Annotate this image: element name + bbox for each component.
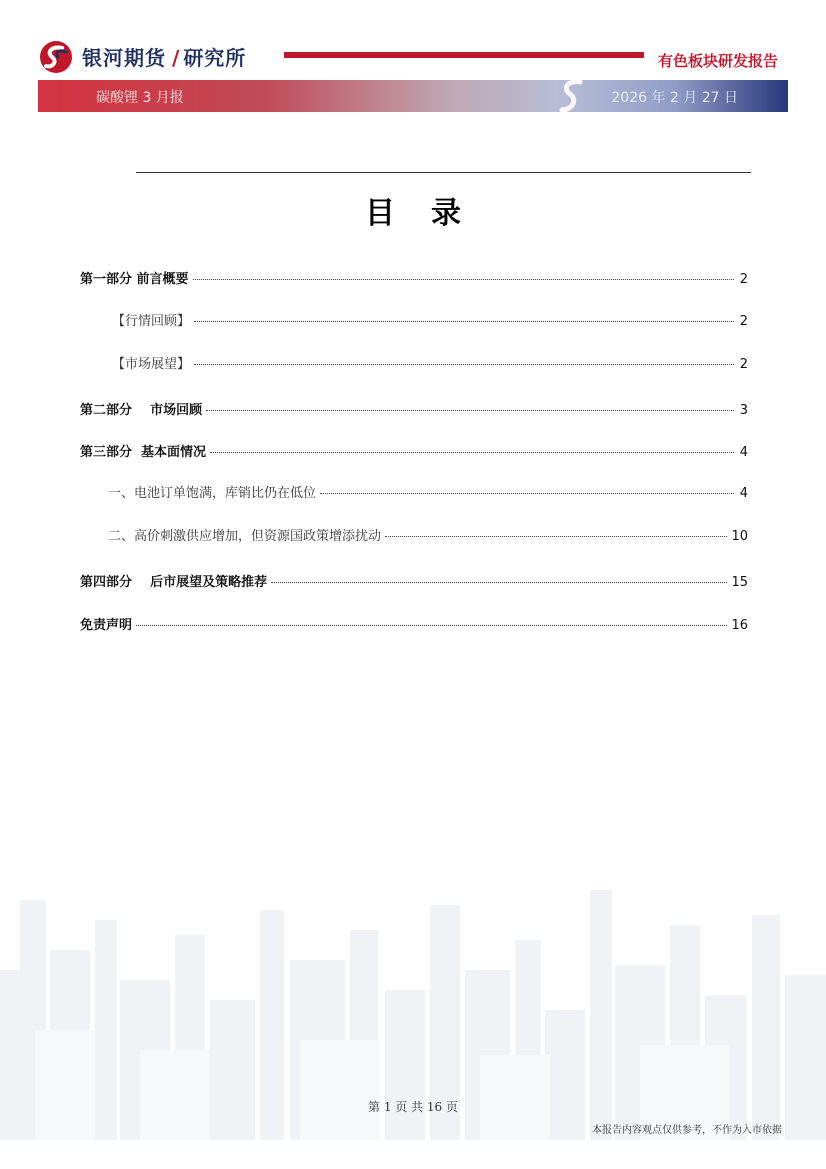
institute-name: 研究所 — [183, 46, 247, 70]
header-red-line — [284, 52, 644, 58]
toc-entry-label: 免责声明 — [80, 618, 133, 633]
s-swoosh-icon — [558, 78, 588, 114]
toc-leader-dots — [194, 320, 734, 322]
banner-date: 2026 年 2 月 27 日 — [611, 90, 738, 106]
toc-entry-page: 2 — [739, 314, 748, 329]
toc-entry-part3[interactable] — [80, 441, 748, 460]
toc-entry-part1[interactable] — [80, 268, 748, 287]
toc-entry-label: 【市场展望】 — [112, 357, 191, 372]
toc-entry-market-outlook[interactable] — [112, 353, 748, 372]
toc-entry-label: 【行情回顾】 — [112, 314, 191, 329]
toc-entry-part4[interactable] — [80, 571, 748, 590]
toc-leader-dots — [193, 278, 734, 280]
toc-entry-page: 2 — [739, 272, 748, 287]
toc-entry-label: 一、电池订单饱满，库销比仍在低位 — [108, 486, 317, 501]
toc-entry-page: 10 — [731, 529, 748, 544]
toc-entry-label: 二、高价刺激供应增加，但资源国政策增添扰动 — [108, 529, 382, 544]
toc-leader-dots — [385, 535, 727, 537]
toc-entry-page: 4 — [739, 445, 748, 460]
toc-title: 目录 — [365, 196, 497, 231]
toc-leader-dots — [194, 363, 734, 365]
toc-entry-supply-increase[interactable] — [108, 525, 748, 544]
toc-entry-page: 16 — [731, 618, 748, 633]
toc-entry-label: 第二部分 市场回顾 — [80, 403, 203, 418]
toc-entry-label: 第四部分 后市展望及策略推荐 — [80, 575, 268, 590]
toc-entry-label: 第三部分 基本面情况 — [80, 445, 207, 460]
toc-entry-page: 3 — [739, 403, 748, 418]
footer-disclaimer: 本报告内容观点仅供参考，不作为入市依据 — [592, 1125, 782, 1136]
toc-entry-battery-orders[interactable] — [108, 482, 748, 501]
toc-entry-page: 15 — [731, 575, 748, 590]
toc-entry-part2[interactable] — [80, 399, 748, 418]
toc-leader-dots — [210, 451, 734, 453]
report-type: 有色板块研发报告 — [658, 52, 779, 70]
toc-entry-page: 4 — [739, 486, 748, 501]
toc-entry-market-review[interactable] — [112, 310, 748, 329]
toc-top-rule — [136, 172, 751, 173]
toc-entry-page: 2 — [739, 357, 748, 372]
company-logo-text — [82, 42, 246, 71]
page-indicator: 第 1 页 共 16 页 — [368, 1100, 458, 1114]
galaxy-logo-icon — [38, 40, 74, 74]
toc-leader-dots — [136, 624, 727, 626]
toc-entry-disclaimer[interactable] — [80, 614, 748, 633]
banner-title: 碳酸锂 3 月报 — [96, 90, 184, 106]
company-name: 银河期货 — [82, 46, 166, 70]
logo-separator: / — [172, 46, 181, 70]
toc-leader-dots — [271, 581, 727, 583]
title-banner — [38, 80, 788, 112]
toc-leader-dots — [320, 492, 734, 494]
toc-leader-dots — [206, 409, 734, 411]
toc-entry-label: 第一部分 前言概要 — [80, 272, 189, 287]
